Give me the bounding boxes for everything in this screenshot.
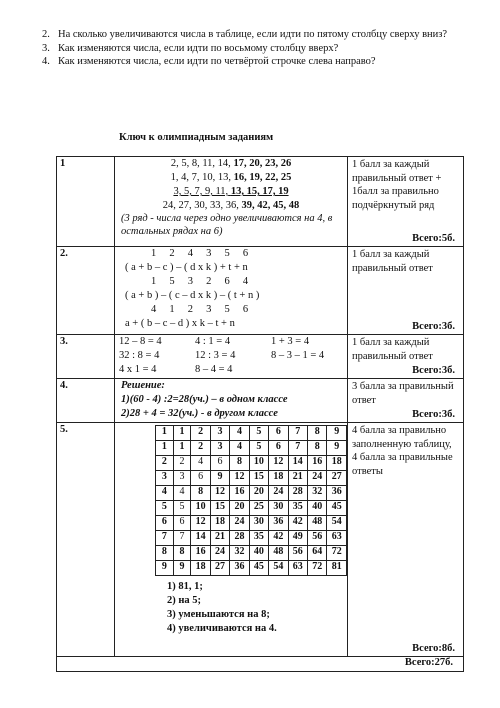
mult-cell: 18 xyxy=(327,456,347,471)
question-list xyxy=(42,28,482,69)
mult-cell: 3 xyxy=(156,471,174,486)
answer-key-title: Ключ к олимпиадным заданиям xyxy=(119,132,274,143)
mult-cell: 24 xyxy=(230,516,249,531)
mult-row xyxy=(156,531,347,546)
mult-cell: 7 xyxy=(173,531,191,546)
order-numbers: 1 2 4 3 5 6 xyxy=(151,248,249,259)
answer-item: 3) уменьшаются на 8; xyxy=(167,609,270,620)
mult-cell: 4 xyxy=(191,456,210,471)
mult-cell: 63 xyxy=(327,531,347,546)
mult-cell: 8 xyxy=(156,546,174,561)
equations-grid xyxy=(115,335,347,377)
mult-cell: 9 xyxy=(156,561,174,576)
task-solution xyxy=(115,247,348,335)
mult-cell: 18 xyxy=(191,561,210,576)
mult-cell: 8 xyxy=(308,426,327,441)
mult-cell: 27 xyxy=(327,471,347,486)
mult-cell: 15 xyxy=(210,501,229,516)
mult-cell: 72 xyxy=(327,546,347,561)
task-row-3 xyxy=(57,335,464,379)
mult-cell: 10 xyxy=(191,501,210,516)
mult-cell: 7 xyxy=(288,426,307,441)
equation: 1 + 3 = 4 xyxy=(271,336,310,347)
task-points: 1 балл за каждый правильный ответ + 1балл за правильно подчёркнутый ряд Всего:5б. xyxy=(348,157,464,247)
answer-item: 1) 81, 1; xyxy=(167,581,203,592)
mult-cell: 5 xyxy=(173,501,191,516)
mult-row xyxy=(156,426,347,441)
mult-cell: 6 xyxy=(269,426,288,441)
mult-cell: 7 xyxy=(288,441,307,456)
sequence-line: 24, 27, 30, 33, 36, 39, 42, 45, 48 xyxy=(162,200,300,211)
mult-cell: 6 xyxy=(191,471,210,486)
task-number: 5. xyxy=(57,423,115,657)
mult-cell: 4 xyxy=(230,426,249,441)
task-number: 3. xyxy=(57,335,115,379)
mult-cell: 9 xyxy=(173,561,191,576)
mult-cell: 2 xyxy=(173,456,191,471)
sequence-line: 1, 4, 7, 10, 13, 16, 19, 22, 25 xyxy=(170,172,292,183)
mult-cell: 35 xyxy=(288,501,307,516)
mult-cell: 16 xyxy=(191,546,210,561)
task-solution xyxy=(115,379,348,423)
equation: 4 х 1 = 4 xyxy=(119,364,157,375)
task-total: Всего:3б. xyxy=(412,409,455,420)
mult-row xyxy=(156,561,347,576)
mult-row xyxy=(156,456,347,471)
equation: 4 : 1 = 4 xyxy=(195,336,231,347)
mult-cell: 3 xyxy=(210,426,229,441)
sequence-line: 2, 5, 8, 11, 14, 17, 20, 23, 26 xyxy=(170,158,292,169)
mult-cell: 32 xyxy=(230,546,249,561)
mult-cell: 2 xyxy=(191,441,210,456)
mult-cell: 6 xyxy=(173,516,191,531)
mult-cell: 49 xyxy=(288,531,307,546)
mult-cell: 14 xyxy=(288,456,307,471)
mult-cell: 28 xyxy=(230,531,249,546)
mult-cell: 21 xyxy=(210,531,229,546)
mult-cell: 1 xyxy=(173,426,191,441)
equation: 12 : 3 = 4 xyxy=(195,350,236,361)
order-numbers: 1 5 3 2 6 4 xyxy=(151,276,249,287)
task-number: 2. xyxy=(57,247,115,335)
task-number: 4. xyxy=(57,379,115,423)
mult-cell: 18 xyxy=(210,516,229,531)
mult-cell: 16 xyxy=(308,456,327,471)
answer-item: 4) увеличиваются на 4. xyxy=(167,623,277,634)
task-total: Всего:5б. xyxy=(412,233,455,244)
mult-cell: 9 xyxy=(327,441,347,456)
mult-row xyxy=(156,546,347,561)
mult-cell: 12 xyxy=(230,471,249,486)
mult-cell: 9 xyxy=(210,471,229,486)
mult-cell: 4 xyxy=(156,486,174,501)
task-total: Всего:3б. xyxy=(412,365,455,376)
mult-cell: 30 xyxy=(269,501,288,516)
equation: 32 : 8 = 4 xyxy=(119,350,160,361)
mult-cell: 28 xyxy=(288,486,307,501)
mult-cell: 40 xyxy=(308,501,327,516)
task-total: Всего:3б. xyxy=(412,321,455,332)
mult-cell: 54 xyxy=(327,516,347,531)
mult-cell: 5 xyxy=(156,501,174,516)
answer-item: 2) на 5; xyxy=(167,595,202,606)
mult-cell: 8 xyxy=(230,456,249,471)
mult-cell: 8 xyxy=(173,546,191,561)
solution-step: 1)(60 - 4) :2=28(уч.) – в одном классе xyxy=(121,394,288,405)
task-row-4 xyxy=(57,379,464,423)
mult-cell: 30 xyxy=(249,516,268,531)
mult-cell: 8 xyxy=(191,486,210,501)
mult-cell: 24 xyxy=(269,486,288,501)
order-numbers: 4 1 2 3 5 6 xyxy=(151,304,249,315)
mult-cell: 24 xyxy=(308,471,327,486)
mult-cell: 6 xyxy=(269,441,288,456)
mult-cell: 6 xyxy=(210,456,229,471)
mult-cell: 36 xyxy=(269,516,288,531)
mult-cell: 36 xyxy=(327,486,347,501)
equation: 8 – 3 – 1 = 4 xyxy=(271,350,325,361)
mult-row xyxy=(156,441,347,456)
mult-cell: 40 xyxy=(249,546,268,561)
mult-cell: 63 xyxy=(288,561,307,576)
task-number: 1 xyxy=(57,157,115,247)
mult-cell: 18 xyxy=(269,471,288,486)
mult-cell: 2 xyxy=(191,426,210,441)
mult-cell: 12 xyxy=(210,486,229,501)
mult-cell: 5 xyxy=(249,441,268,456)
mult-cell: 20 xyxy=(249,486,268,501)
mult-cell: 1 xyxy=(173,441,191,456)
task-row-2 xyxy=(57,247,464,335)
task-solution xyxy=(115,423,348,657)
mult-cell: 27 xyxy=(210,561,229,576)
task-row-1 xyxy=(57,157,464,247)
mult-cell: 42 xyxy=(269,531,288,546)
task-total: Всего:8б. xyxy=(412,643,455,654)
answer-key-table xyxy=(56,156,464,672)
mult-cell: 24 xyxy=(210,546,229,561)
expression: ( а + b ) – ( с – d х k ) – ( t + n ) xyxy=(125,290,260,301)
multiplication-table xyxy=(155,425,347,576)
mult-cell: 14 xyxy=(191,531,210,546)
mult-cell: 42 xyxy=(288,516,307,531)
mult-cell: 48 xyxy=(308,516,327,531)
mult-cell: 10 xyxy=(249,456,268,471)
task-solution xyxy=(115,157,348,247)
grand-total-row xyxy=(57,657,464,672)
task-points: 1 балл за каждый правильный ответ Всего:3б. xyxy=(348,247,464,335)
mult-cell: 15 xyxy=(249,471,268,486)
equation: 12 – 8 = 4 xyxy=(119,336,162,347)
sequence-line-underlined: 3, 5, 7, 9, 11, 13, 15, 17, 19 xyxy=(173,186,289,197)
mult-cell: 5 xyxy=(249,426,268,441)
expression: а + ( b – с – d ) х k – t + n xyxy=(125,318,235,329)
mult-cell: 48 xyxy=(269,546,288,561)
task-row-5 xyxy=(57,423,464,657)
mult-row xyxy=(156,501,347,516)
mult-cell: 35 xyxy=(249,531,268,546)
mult-cell: 32 xyxy=(308,486,327,501)
task-solution xyxy=(115,335,348,379)
expression: ( а + b – с ) – ( d х k ) + t + n xyxy=(125,262,248,273)
task-points: 1 балл за каждый правильный ответ Всего:3б. xyxy=(348,335,464,379)
mult-cell: 9 xyxy=(327,426,347,441)
mult-cell: 3 xyxy=(173,471,191,486)
answers-list xyxy=(115,580,347,636)
mult-row xyxy=(156,471,347,486)
mult-cell: 56 xyxy=(308,531,327,546)
mult-cell: 8 xyxy=(308,441,327,456)
equation: 8 – 4 = 4 xyxy=(195,364,233,375)
sequence-note: (3 ряд - числа через одно увеличиваются на 4, в остальных рядах на 6) xyxy=(121,213,333,237)
mult-cell: 21 xyxy=(288,471,307,486)
mult-cell: 1 xyxy=(156,441,174,456)
task-points: 4 балла за правильно заполненную таблицу, 4 балла за правильные ответы Всего:8б. xyxy=(348,423,464,657)
mult-cell: 45 xyxy=(249,561,268,576)
mult-cell: 2 xyxy=(156,456,174,471)
mult-cell: 72 xyxy=(308,561,327,576)
question-2: 2. На сколько увеличиваются числа в таблице, если идти по пятому столбцу сверху вниз? xyxy=(42,29,448,40)
mult-row xyxy=(156,486,347,501)
mult-cell: 4 xyxy=(173,486,191,501)
mult-cell: 16 xyxy=(230,486,249,501)
question-3: 3. Как изменяются числа, если идти по восьмому столбцу вверх? xyxy=(42,42,339,54)
mult-cell: 4 xyxy=(230,441,249,456)
solution-step: 2)28 + 4 = 32(уч.) - в другом классе xyxy=(121,408,278,419)
mult-cell: 20 xyxy=(230,501,249,516)
mult-cell: 3 xyxy=(210,441,229,456)
mult-cell: 45 xyxy=(327,501,347,516)
mult-cell: 7 xyxy=(156,531,174,546)
question-4: 4. Как изменяются числа, если идти по четвёртой строчке слева направо? xyxy=(42,56,376,68)
mult-cell: 64 xyxy=(308,546,327,561)
task-points: 3 балла за правильный ответ Всего:3б. xyxy=(348,379,464,423)
mult-cell: 6 xyxy=(156,516,174,531)
mult-cell: 12 xyxy=(269,456,288,471)
mult-cell: 81 xyxy=(327,561,347,576)
solution-label: Решение: xyxy=(121,380,165,391)
mult-cell: 1 xyxy=(156,426,174,441)
mult-cell: 54 xyxy=(269,561,288,576)
grand-total: Всего:27б. xyxy=(57,657,464,672)
mult-cell: 36 xyxy=(230,561,249,576)
mult-cell: 25 xyxy=(249,501,268,516)
mult-cell: 12 xyxy=(191,516,210,531)
mult-cell: 56 xyxy=(288,546,307,561)
mult-row xyxy=(156,516,347,531)
